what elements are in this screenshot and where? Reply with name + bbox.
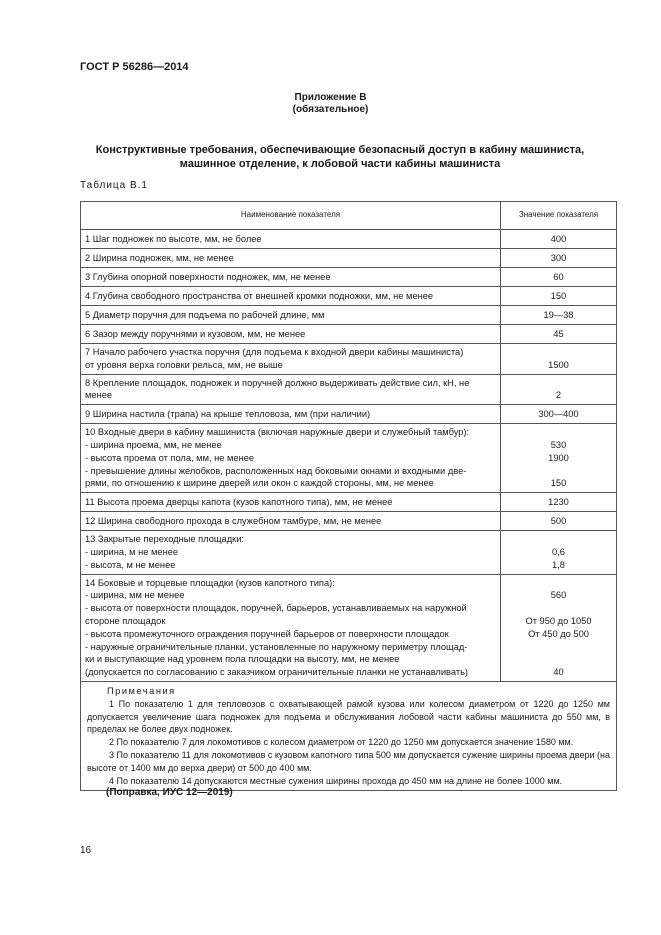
row-name-line: 5 Диаметр поручня для подъема по рабочей длине, мм	[85, 310, 325, 321]
notes-title: Примечания	[107, 685, 176, 696]
row-value-line	[505, 653, 612, 666]
table-row	[81, 531, 617, 574]
row-value-line: 560	[550, 590, 567, 601]
row-value-cell	[501, 325, 617, 344]
row-value-line	[505, 465, 612, 478]
row-value-line: 1230	[548, 497, 569, 508]
row-value-line: 19—38	[543, 310, 574, 321]
row-value-line: 0,6	[552, 546, 565, 557]
standard-header: ГОСТ Р 56286—2014	[80, 61, 189, 73]
row-name-cell	[81, 287, 501, 306]
row-value-cell	[501, 306, 617, 325]
annex-title: Приложение В	[294, 92, 367, 103]
row-name-line: - высота проема от пола, мм, не менее	[85, 452, 255, 463]
table-row	[81, 287, 617, 306]
table-label: Таблица В.1	[80, 180, 148, 191]
row-name-line: 7 Начало рабочего участка поручня (для подъема к входной двери кабины машиниста)	[85, 347, 464, 357]
row-value-line	[505, 641, 612, 654]
row-name-line: 12 Ширина свободного прохода в служебном тамбуре, мм, не менее	[85, 516, 382, 527]
row-name-cell	[81, 306, 501, 325]
row-value-cell	[501, 374, 617, 405]
row-value-line: 2	[555, 390, 562, 401]
row-value-line: 150	[550, 478, 567, 489]
table-header-row	[81, 202, 617, 230]
row-value-cell	[501, 405, 617, 424]
table-row	[81, 325, 617, 344]
row-name-cell	[81, 344, 501, 375]
table-row	[81, 493, 617, 512]
table-row	[81, 374, 617, 405]
row-value-cell	[501, 268, 617, 287]
row-value-line: 150	[550, 291, 567, 302]
row-value-line: 530	[550, 439, 567, 450]
note-item: 4 По показателю 14 допускаются местные сужения ширины прохода до 450 мм на длине не более 1000 мм.	[109, 775, 563, 786]
row-value-cell	[501, 344, 617, 375]
row-name-line: 13 Закрытые переходные площадки:	[85, 534, 244, 545]
table-row	[81, 574, 617, 681]
row-name-line: ки и выступающие над уровнем пола площадки на высоту, мм, не менее	[85, 654, 400, 665]
row-value-line	[505, 346, 612, 359]
row-name-line: - превышение длины желобков, расположенных над боковыми окнами и входными две-	[85, 465, 467, 476]
row-name-cell	[81, 531, 501, 574]
row-name-line: 14 Боковые и торцевые площадки (кузов капотного типа):	[85, 577, 335, 588]
table-row	[81, 424, 617, 493]
row-name-line: 1 Шаг подножек по высоте, мм, не более	[85, 234, 262, 245]
annex-status: (обязательное)	[292, 104, 369, 115]
row-value-line: 400	[550, 234, 567, 245]
row-value-line: 300	[550, 253, 567, 264]
row-value-line: 500	[550, 516, 567, 527]
row-name-line: 6 Зазор между поручнями и кузовом, мм, не менее	[85, 329, 306, 340]
row-value-line: 300—400	[538, 409, 579, 420]
row-value-cell	[501, 512, 617, 531]
row-name-line: 9 Ширина настила (трапа) на крыше тепловоза, мм (при наличии)	[85, 409, 371, 420]
row-name-cell	[81, 512, 501, 531]
row-name-line: - высота промежуточного ограждения поручней барьеров от поверхности площадок	[85, 628, 449, 639]
document-title	[40, 143, 640, 171]
row-name-line: 8 Крепление площадок, подножек и поручней должно выдерживать действие сил, кН, не менее	[85, 377, 470, 401]
row-name-cell	[81, 493, 501, 512]
row-value-line	[505, 426, 612, 439]
row-name-line: - высота, м не менее	[85, 559, 176, 570]
row-name-cell	[81, 249, 501, 268]
row-name-line: (допускается по согласованию с заказчиком ограничительные планки не устанавливать)	[85, 667, 469, 678]
row-value-line: От 950 до 1050	[525, 615, 592, 626]
row-value-cell	[501, 287, 617, 306]
amendment-note: (Поправка, ИУС 12—2019)	[106, 787, 233, 798]
row-name-line: от уровня верха головки рельса, мм, не выше	[85, 359, 283, 370]
row-name-line: - ширина, мм не менее	[85, 590, 185, 601]
table-row	[81, 512, 617, 531]
table-row	[81, 230, 617, 249]
row-value-cell	[501, 424, 617, 493]
title-line-1: Конструктивные требования, обеспечивающие безопасный доступ в кабину машиниста,	[95, 144, 585, 156]
row-name-line: рями, по отношению к ширине дверей или окон с каждой стороны, мм, не менее	[85, 478, 434, 489]
row-value-line: 45	[553, 329, 564, 340]
row-value-line: 1900	[548, 452, 569, 463]
table-row	[81, 344, 617, 375]
row-value-cell	[501, 493, 617, 512]
table-row	[81, 268, 617, 287]
notes-cell	[81, 681, 617, 790]
row-value-line: 60	[553, 272, 564, 283]
column-header-value: Значение показателя	[501, 202, 617, 230]
row-value-line	[505, 533, 612, 546]
row-name-line: 10 Входные двери в кабину машиниста (включая наружные двери и служебный тамбур):	[85, 427, 470, 438]
row-name-line: - наружные ограничительные планки, установленные по наружному периметру площад-	[85, 641, 468, 652]
row-name-cell	[81, 405, 501, 424]
table-row	[81, 405, 617, 424]
row-value-line: 40	[553, 667, 564, 678]
row-value-line	[505, 577, 612, 590]
row-name-line: - ширина проема, мм, не менее	[85, 439, 222, 450]
table-row	[81, 306, 617, 325]
notes-row	[81, 681, 617, 790]
row-value-cell	[501, 230, 617, 249]
row-name-cell	[81, 230, 501, 249]
row-name-cell	[81, 374, 501, 405]
row-name-cell	[81, 325, 501, 344]
row-value-line: 1500	[548, 359, 569, 370]
row-name-cell	[81, 574, 501, 681]
row-value-line: 1,8	[552, 559, 565, 570]
row-name-line: 11 Высота проема дверцы капота (кузов капотного типа), мм, не менее	[85, 497, 393, 508]
row-value-line: От 450 до 500	[528, 628, 589, 639]
row-value-cell	[501, 574, 617, 681]
title-line-2: машинное отделение, к лобовой части кабины машиниста	[179, 158, 501, 170]
row-value-cell	[501, 249, 617, 268]
row-name-line: - высота от поверхности площадок, поручней, барьеров, устанавливаемых на наружной	[85, 603, 467, 614]
row-name-line: 2 Ширина подножек, мм, не менее	[85, 253, 234, 264]
row-value-line	[505, 602, 612, 615]
row-name-line: стороне площадок	[85, 615, 166, 626]
row-name-line: 3 Глубина опорной поверхности подножек, мм, не менее	[85, 272, 331, 283]
note-item: 2 По показателю 7 для локомотивов с колесом диаметром от 1220 до 1250 мм допускается значение 1580 мм.	[109, 737, 574, 748]
requirements-table	[80, 201, 617, 791]
page-number: 16	[80, 845, 92, 856]
note-item: 3 По показателю 11 для локомотивов с кузовом капотного типа 500 мм допускается сужение ширины проема двери (на высоте от 1400 мм до верха двери) от 500 до 400 мм.	[87, 749, 610, 773]
table-row	[81, 249, 617, 268]
row-name-cell	[81, 424, 501, 493]
row-name-line: 4 Глубина свободного пространства от внешней кромки подножки, мм, не менее	[85, 291, 434, 302]
column-header-name: Наименование показателя	[81, 202, 501, 230]
row-name-cell	[81, 268, 501, 287]
row-name-line: - ширина, м не менее	[85, 546, 179, 557]
note-item: 1 По показателю 1 для тепловозов с охватывающей рамой кузова или колесом диаметром от 1220 до 1250 мм допускается увеличение шага подножек для подъема и обслуживания лобовой части кабины машиниста до 550 мм, в пределах не более двух подножек.	[87, 698, 610, 735]
row-value-cell	[501, 531, 617, 574]
